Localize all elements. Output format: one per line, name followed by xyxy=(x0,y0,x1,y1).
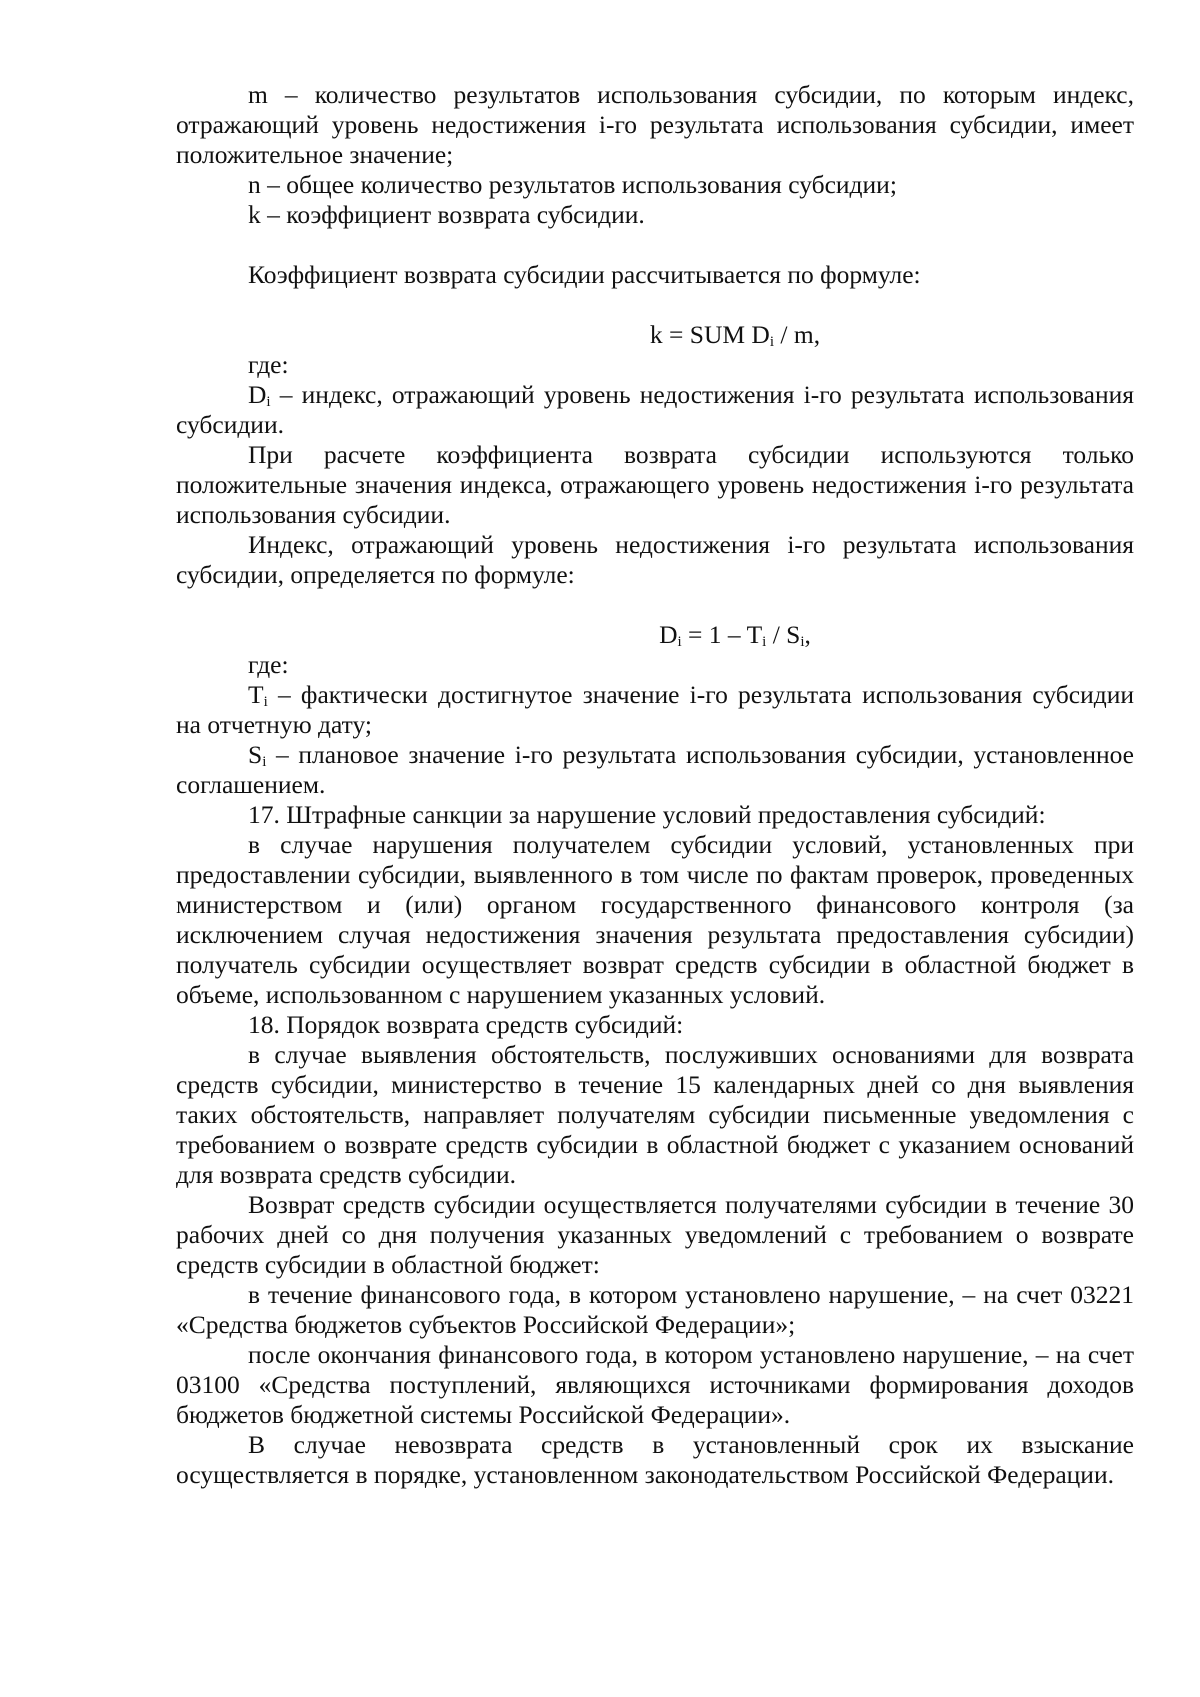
di-formula-d: D xyxy=(659,620,678,649)
si-symbol: S xyxy=(248,740,263,769)
k-formula-intro: Коэффициент возврата субсидии рассчитывается по формуле: xyxy=(248,260,921,289)
ti-text: – фактически достигнутое значение i-го результата использования субсидии на отчетную дату; xyxy=(176,680,1134,739)
di-formula-slash: / S xyxy=(766,620,801,649)
k-formula xyxy=(176,320,1134,350)
definition-di xyxy=(176,380,1134,440)
item-18-text: в случае выявления обстоятельств, послуживших основаниями для возврата средств субсидии, министерство в течение 15 календарных дней со дня выявления таких обстоятельств, направляет получателям субсидии письменные уведомления с требованием о возврате средств субсидии в областной бюджет с указанием оснований для возврата средств субсидии. xyxy=(176,1040,1134,1189)
account-03100-paragraph: после окончания финансового года, в котором установлено нарушение, – на счет 03100 «Средства поступлений, являющихся источниками формирования доходов бюджетов бюджетной системы Российской Федерации». xyxy=(176,1340,1134,1429)
paragraph-gap xyxy=(176,590,1134,620)
where-label: где: xyxy=(248,350,289,379)
return-paragraph: Возврат средств субсидии осуществляется получателями субсидии в течение 30 рабочих дней со дня получения указанных уведомлений с требованием о возврате средств субсидии в областной бюджет: xyxy=(176,1190,1134,1279)
definition-k: k – коэффициент возврата субсидии. xyxy=(248,200,645,229)
k-formula-rhs: / m, xyxy=(774,320,821,349)
document-page xyxy=(176,80,1134,1490)
di-formula-d-subscript: i xyxy=(677,634,682,650)
account-03221-paragraph: в течение финансового года, в котором установлено нарушение, – на счет 03221 «Средства бюджетов субъектов Российской Федерации»; xyxy=(176,1280,1134,1339)
definition-m: m – количество результатов использования субсидии, по которым индекс, отражающий уровень недостижения i-го результата использования субсидии, имеет положительное значение; xyxy=(176,80,1134,169)
di-text: – индекс, отражающий уровень недостижения i-го результата использования субсидии. xyxy=(176,380,1134,439)
di-subscript: i xyxy=(266,394,271,410)
item-17-text: в случае нарушения получателем субсидии условий, установленных при предоставлении субсидии, выявленного в том числе по фактам проверок, проведенных министерством и (или) органом государственного финансового контроля (за исключением случая недостижения значения результата предоставления субсидии) получатель субсидии осуществляет возврат средств субсидии в областной бюджет в объеме, использованном с нарушением указанных условий. xyxy=(176,830,1134,1009)
where-label: где: xyxy=(248,650,289,679)
di-formula-t-subscript: i xyxy=(762,634,767,650)
di-formula-intro: Индекс, отражающий уровень недостижения i-го результата использования субсидии, определяется по формуле: xyxy=(176,530,1134,589)
di-formula-mid: = 1 – T xyxy=(681,620,763,649)
di-formula-end: , xyxy=(804,620,811,649)
si-subscript: i xyxy=(262,754,267,770)
non-return-paragraph: В случае невозврата средств в установленный срок их взыскание осуществляется в порядке, установленном законодательством Российской Федерации. xyxy=(176,1430,1134,1489)
ti-subscript: i xyxy=(263,694,268,710)
k-formula-lhs: k = SUM D xyxy=(649,320,770,349)
positive-values-paragraph: При расчете коэффициента возврата субсидии используются только положительные значения индекса, отражающего уровень недостижения i-го результата использования субсидии. xyxy=(176,440,1134,529)
di-formula xyxy=(176,620,1134,650)
di-symbol: D xyxy=(248,380,267,409)
definition-si xyxy=(176,740,1134,800)
definition-n: n – общее количество результатов использования субсидии; xyxy=(248,170,897,199)
di-formula-s-subscript: i xyxy=(800,634,805,650)
ti-symbol: T xyxy=(248,680,264,709)
definition-ti xyxy=(176,680,1134,740)
si-text: – плановое значение i-го результата использования субсидии, установленное соглашением. xyxy=(176,740,1134,799)
paragraph-gap xyxy=(176,290,1134,320)
item-18-title: 18. Порядок возврата средств субсидий: xyxy=(248,1010,684,1039)
paragraph-gap xyxy=(176,230,1134,260)
item-17-title: 17. Штрафные санкции за нарушение условий предоставления субсидий: xyxy=(248,800,1046,829)
k-formula-subscript: i xyxy=(769,334,775,350)
